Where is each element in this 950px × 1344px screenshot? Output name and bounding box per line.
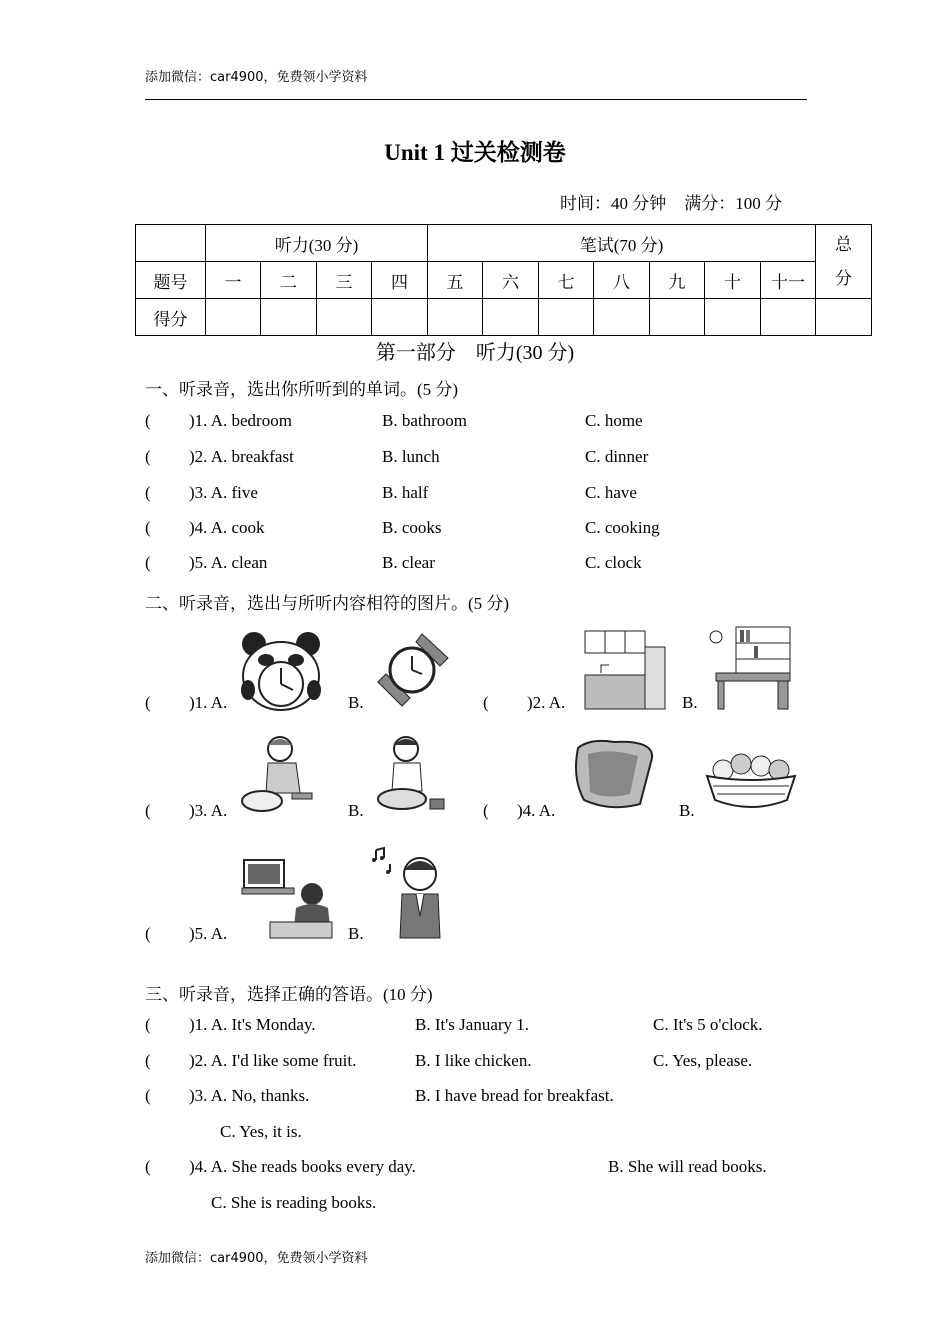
- s3-question-3-c: [220, 1122, 302, 1142]
- option-b: B. lunch: [382, 447, 440, 466]
- score-cell[interactable]: [483, 299, 539, 336]
- q2-label: )2. A.: [527, 693, 566, 712]
- col-number: 三: [317, 262, 372, 299]
- option-b: B. She will read books.: [608, 1157, 767, 1176]
- answer-bracket[interactable]: (: [145, 801, 151, 820]
- score-label: 得分: [136, 299, 206, 336]
- q5-b-label: B.: [348, 924, 364, 943]
- col-number: 十一: [761, 262, 816, 299]
- score-table: [135, 224, 872, 336]
- part-one-title: 第一部分 听力(30 分): [375, 342, 575, 364]
- option-a: )4. A. cook: [189, 518, 265, 537]
- header-rule: [145, 99, 807, 100]
- answer-bracket[interactable]: (: [145, 483, 151, 502]
- q5-label: )5. A.: [189, 924, 228, 943]
- col-number: 七: [539, 262, 594, 299]
- option-b: B. It's January 1.: [415, 1015, 530, 1034]
- exam-meta: [560, 189, 800, 214]
- score-cell[interactable]: [261, 299, 317, 336]
- score-cell[interactable]: [206, 299, 261, 336]
- study-room-icon: [706, 625, 792, 711]
- option-a: )2. A. breakfast: [189, 447, 294, 466]
- q3-b-label: B.: [348, 801, 364, 820]
- option-c: C. clock: [585, 553, 642, 572]
- total-label: 总分: [835, 234, 853, 288]
- option-c: C. Yes, please.: [653, 1051, 753, 1070]
- q1-label: )1. A.: [189, 693, 228, 712]
- col-number: 五: [428, 262, 483, 299]
- col-number: 四: [372, 262, 428, 299]
- answer-bracket[interactable]: (: [145, 553, 151, 572]
- panda-clock-icon: [240, 630, 322, 712]
- option-c: C. have: [585, 483, 637, 502]
- option-a: )2. A. I'd like some fruit.: [189, 1051, 357, 1070]
- option-b: B. cooks: [382, 518, 442, 537]
- option-c: C. home: [585, 411, 643, 430]
- answer-bracket[interactable]: (: [145, 447, 151, 466]
- answer-bracket[interactable]: (: [145, 1086, 151, 1105]
- fruit-basket-icon: [703, 742, 799, 810]
- boy-washing-clothes-icon: [240, 733, 316, 817]
- answer-bracket[interactable]: (: [145, 924, 151, 943]
- option-b: B. clear: [382, 553, 435, 572]
- score-cell[interactable]: [594, 299, 650, 336]
- section-two-title: 二、听录音，选出与所听内容相符的图片。(5 分): [145, 594, 510, 613]
- option-a: )1. A. bedroom: [189, 411, 292, 430]
- score-cell[interactable]: [372, 299, 428, 336]
- section-three-title: 三、听录音，选择正确的答语。(10 分): [145, 985, 433, 1004]
- answer-bracket[interactable]: (: [145, 518, 151, 537]
- option-b: B. I have bread for breakfast.: [415, 1086, 614, 1105]
- score-cell[interactable]: [705, 299, 761, 336]
- section-one-title: 一、听录音，选出你所听到的单词。(5 分): [145, 380, 459, 399]
- q4-b-label: B.: [679, 801, 695, 820]
- s3-question-1: [145, 1015, 763, 1035]
- score-cell[interactable]: [428, 299, 483, 336]
- option-c: C. She is reading books.: [211, 1193, 377, 1212]
- time-limit: 时间：40 分钟: [560, 194, 667, 213]
- option-c: C. Yes, it is.: [220, 1122, 302, 1141]
- listening-header: 听力(30 分): [206, 225, 428, 262]
- s3-question-4-c: [211, 1193, 376, 1213]
- boy-listening-music-icon: [372, 846, 448, 940]
- s1-question-4: [145, 518, 660, 538]
- answer-bracket[interactable]: (: [145, 1015, 151, 1034]
- option-c: C. cooking: [585, 518, 660, 537]
- col-number: 六: [483, 262, 539, 299]
- answer-bracket[interactable]: (: [145, 693, 151, 712]
- q3-label: )3. A.: [189, 801, 228, 820]
- watching-tv-icon: [240, 856, 334, 940]
- s1-question-2: [145, 447, 649, 467]
- option-b: B. I like chicken.: [415, 1051, 532, 1070]
- writing-header: 笔试(70 分): [428, 225, 816, 262]
- s3-question-2: [145, 1051, 753, 1071]
- score-table-corner: [136, 225, 206, 262]
- option-c: C. It's 5 o'clock.: [653, 1015, 763, 1034]
- col-number: 十: [705, 262, 761, 299]
- answer-bracket[interactable]: (: [145, 1051, 151, 1070]
- s1-question-1: [145, 411, 643, 431]
- s3-question-3: [145, 1086, 614, 1106]
- q4-label: )4. A.: [517, 801, 556, 820]
- col-number: 一: [206, 262, 261, 299]
- option-a: )5. A. clean: [189, 553, 268, 572]
- header-note: 添加微信：car4900，免费领小学资料: [145, 70, 368, 85]
- full-score: 满分：100 分: [684, 194, 782, 213]
- total-header: [816, 225, 872, 299]
- page-title: Unit 1 过关检测卷: [384, 140, 566, 165]
- question-number-label: 题号: [136, 262, 206, 299]
- col-number: 八: [594, 262, 650, 299]
- s1-question-3: [145, 483, 637, 503]
- answer-bracket[interactable]: (: [483, 801, 489, 820]
- option-a: )3. A. five: [189, 483, 258, 502]
- bread-icon: [570, 738, 656, 810]
- score-cell[interactable]: [317, 299, 372, 336]
- answer-bracket[interactable]: (: [483, 693, 489, 712]
- option-b: B. bathroom: [382, 411, 467, 430]
- option-c: C. dinner: [585, 447, 649, 466]
- wristwatch-icon: [372, 630, 454, 712]
- boy-washing-hands-icon: [372, 733, 448, 817]
- score-cell[interactable]: [816, 299, 872, 336]
- col-number: 九: [650, 262, 705, 299]
- score-cell[interactable]: [650, 299, 705, 336]
- option-a: )1. A. It's Monday.: [189, 1015, 316, 1034]
- option-a: )3. A. No, thanks.: [189, 1086, 310, 1105]
- answer-bracket[interactable]: (: [145, 411, 151, 430]
- answer-bracket[interactable]: (: [145, 1157, 151, 1176]
- s1-question-5: [145, 553, 642, 573]
- score-cell[interactable]: [761, 299, 816, 336]
- score-cell[interactable]: [539, 299, 594, 336]
- q2-b-label: B.: [682, 693, 698, 712]
- col-number: 二: [261, 262, 317, 299]
- option-b: B. half: [382, 483, 429, 502]
- q1-b-label: B.: [348, 693, 364, 712]
- kitchen-icon: [583, 627, 673, 711]
- option-a: )4. A. She reads books every day.: [189, 1157, 416, 1176]
- s3-question-4: [145, 1157, 767, 1177]
- footer-note: 添加微信：car4900，免费领小学资料: [145, 1251, 368, 1266]
